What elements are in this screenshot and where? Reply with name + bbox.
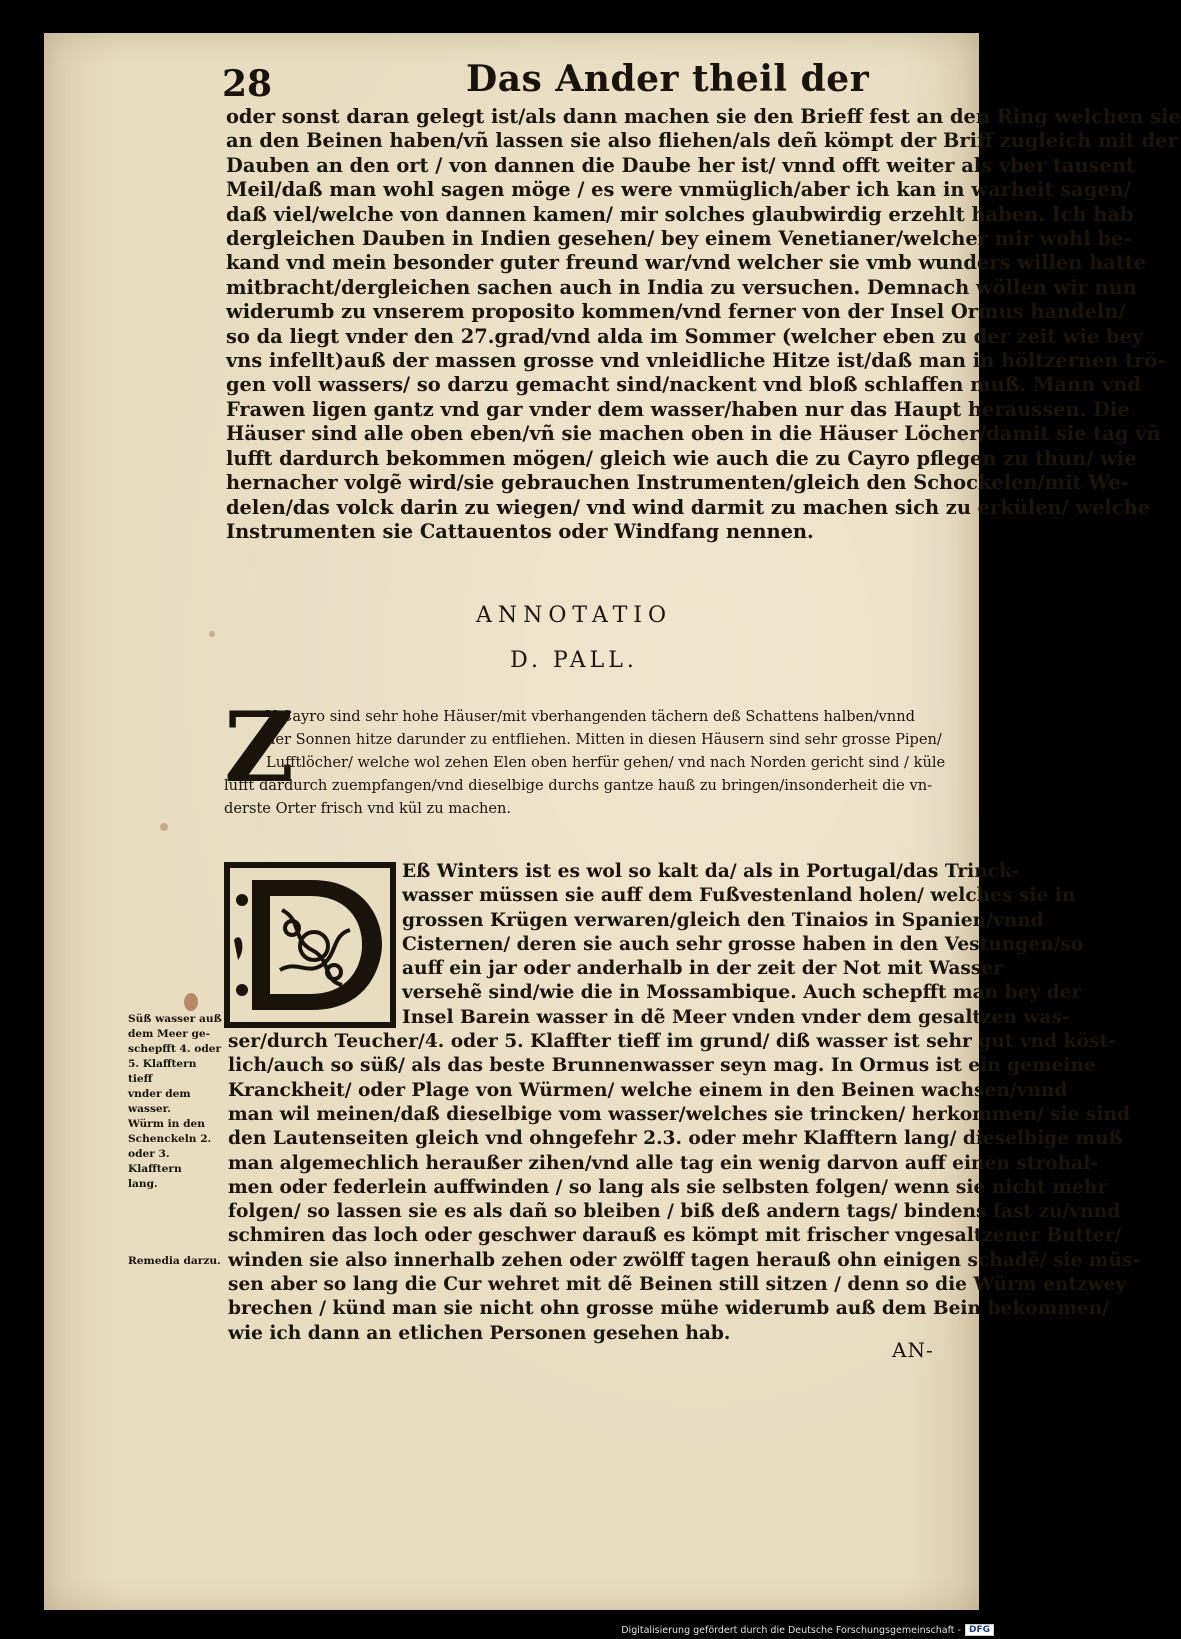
text-line: mitbracht/dergleichen sachen auch in India zu versuchen. Demnach wöllen wir nun: [226, 275, 1137, 299]
ink-stain: [209, 631, 215, 637]
text-line: Kranckheit/ oder Plage von Würmen/ welche einem in den Beinen wachsen/vnnd: [228, 1079, 1068, 1101]
ink-stain: [184, 993, 198, 1011]
margin-note-line: Schenckeln 2.: [128, 1133, 212, 1145]
margin-note-line: vnder dem wasser.: [128, 1088, 191, 1115]
margin-note-line: 5. Klafftern tieff: [128, 1058, 197, 1085]
text-line: folgen/ so lassen sie es als dañ so bleiben / biß deß andern tags/ bindens fast zu/vnnd: [228, 1201, 1121, 1223]
text-line: brechen / künd man sie nicht ohn grosse mühe widerumb auß dem Bein bekommen/: [228, 1298, 1110, 1320]
text-line: auff ein jar oder anderhalb in der zeit der Not mit Wasser: [402, 958, 1003, 980]
text-line: dergleichen Dauben in Indien gesehen/ bey einem Venetianer/welcher mir wohl be-: [226, 227, 1132, 251]
text-line: sen aber so lang die Cur wehret mit dẽ Beinen still sitzen / denn so die Würm entzwey: [228, 1274, 1127, 1296]
drop-cap-z: Z: [224, 691, 295, 804]
footer-text: Digitalisierung gefördert durch die Deutsche Forschungsgemeinschaft -: [621, 1624, 961, 1636]
text-line: Dauben an den ort / von dannen die Daube her ist/ vnnd offt weiter als vber tausent: [226, 153, 1135, 177]
paragraph-water-and-worms: [228, 860, 1141, 1346]
text-line: winden sie also innerhalb zehen oder zwölff tagen herauß ohn einigen schadẽ/ sie müs-: [228, 1249, 1141, 1271]
text-line: Instrumenten sie Cattauentos oder Windfang nennen.: [226, 519, 814, 543]
annotatio-author: D. PALL.: [510, 648, 638, 673]
running-title: Das Ander theil der: [466, 58, 870, 100]
annotatio-paragraph: [224, 705, 946, 820]
margin-note-worms: [128, 1117, 224, 1192]
text-line: Eß Winters ist es wol so kalt da/ als in Portugal/das Trinck-: [402, 861, 1019, 882]
margin-note-line: schepfft 4. oder: [128, 1043, 222, 1055]
text-line: widerumb zu vnserem proposito kommen/vnd ferner von der Insel Ormus handeln/: [226, 300, 1126, 324]
text-line: wie ich dann an etlichen Personen gesehen hab.: [228, 1322, 731, 1344]
text-line: daß viel/welche von dannen kamen/ mir solches glaubwirdig erzehlt haben. Ich hab: [226, 202, 1134, 226]
text-line: derste Orter frisch vnd kül zu machen.: [224, 800, 512, 817]
text-line: kand vnd mein besonder guter freund war/vnd welcher sie vmb wunders willen hatte: [226, 251, 1147, 275]
text-line: den Lautenseiten gleich vnd ohngefehr 2.3. oder mehr Klafftern lang/ dieselbige muß: [228, 1128, 1123, 1150]
text-line: gen voll wassers/ so darzu gemacht sind/nackent vnd bloß schlaffen muß. Mann vnd: [226, 373, 1141, 397]
annotatio-heading: ANNOTATIO: [476, 603, 672, 628]
digitization-footer: [621, 1624, 994, 1636]
text-line: wasser müssen sie auff dem Fußvestenland holen/ welches sie in: [402, 885, 1076, 907]
text-line: Insel Barein wasser in dẽ Meer vnden vnder dem gesaltzen was-: [402, 1006, 1070, 1028]
text-line: so da liegt vnder den 27.grad/vnd alda im Sommer (welcher eben zu der zeit wie bey: [226, 324, 1144, 348]
text-line: Frawen ligen gantz vnd gar vnder dem wasser/haben nur das Haupt heraussen. Die: [226, 397, 1130, 421]
margin-note-line: oder 3. Klafftern: [128, 1148, 182, 1175]
page-number: 28: [222, 63, 273, 105]
text-line: Cisternen/ deren sie auch sehr grosse haben in den Vestungen/so: [402, 933, 1084, 955]
text-line: schmiren das loch oder geschwer darauß es kömpt mit frischer vngesaltzener Butter/: [228, 1225, 1122, 1247]
margin-note-line: dem Meer ge-: [128, 1028, 211, 1040]
text-line: Meil/daß man wohl sagen möge / es were vnmüglich/aber ich kan in warheit sagen/: [226, 178, 1131, 202]
margin-note-line: Süß wasser auß: [128, 1013, 222, 1025]
text-line: Lufftlöcher/ welche wol zehen Elen oben herfür gehen/ vnd nach Norden gericht sind / küle: [266, 754, 946, 771]
text-line: men oder federlein auffwinden / so lang als sie selbsten folgen/ wenn sie nicht mehr: [228, 1176, 1108, 1198]
dfg-logo: DFG: [965, 1624, 994, 1636]
text-line: lufft dardurch zuempfangen/vnd dieselbige durchs gantze hauß zu bringen/insonderheit die vn-: [224, 777, 933, 794]
ink-stain: [160, 823, 168, 831]
text-line: versehẽ sind/wie die in Mossambique. Auch schepfft man bey der: [402, 982, 1082, 1004]
margin-note-remedy: [128, 1254, 224, 1269]
margin-note-sweet-water: [128, 1012, 224, 1117]
text-line: grossen Krügen verwaren/gleich den Tinaios in Spanien/vnnd: [402, 909, 1044, 931]
text-line: an den Beinen haben/vñ lassen sie also fliehen/als deñ kömpt der Briff zugleich mit der: [226, 129, 1178, 153]
text-line: vns infellt)auß der massen grosse vnd vnleidliche Hitze ist/daß man in höltzernen trö-: [226, 349, 1166, 373]
paragraph-ormus: [226, 105, 1181, 544]
text-line: V Cayro sind sehr hohe Häuser/mit vberhangenden tächern deß Schattens halben/vnnd: [266, 708, 915, 725]
text-line: lufft dardurch bekommen mögen/ gleich wie auch die zu Cayro pflegen zu thun/ wie: [226, 446, 1137, 470]
text-line: hernacher volgẽ wird/sie gebrauchen Instrumenten/gleich den Schockelen/mit We-: [226, 471, 1129, 495]
text-line: man algemechlich heraußer zihen/vnd alle tag ein wenig darvon auff einen strohal-: [228, 1152, 1099, 1174]
catchword: AN-: [892, 1338, 934, 1362]
text-line: ser/durch Teucher/4. oder 5. Klaffter tieff im grund/ diß wasser ist sehr gut vnd köst-: [228, 1031, 1116, 1053]
margin-note-line: lang.: [128, 1178, 158, 1190]
margin-note-line: Würm in den: [128, 1118, 205, 1130]
text-line: lich/auch so süß/ als das beste Brunnenwasser seyn mag. In Ormus ist ein gemeine: [228, 1055, 1096, 1077]
text-line: oder sonst daran gelegt ist/als dann machen sie den Brieff fest an den Ring welchen sie: [226, 105, 1181, 128]
text-line: man wil meinen/daß dieselbige vom wasser/welches sie trincken/ herkommen/ sie sind: [228, 1103, 1130, 1125]
text-line: Häuser sind alle oben eben/vñ sie machen oben in die Häuser Löcher/damit sie tag vñ: [226, 422, 1161, 446]
text-line: delen/das volck darin zu wiegen/ vnd wind darmit zu machen sich zu erkülen/ welche: [226, 495, 1151, 519]
text-line: der Sonnen hitze darunder zu entfliehen. Mitten in diesen Häusern sind sehr grosse Pipen/: [266, 731, 942, 748]
margin-note-line: Remedia darzu.: [128, 1255, 221, 1267]
